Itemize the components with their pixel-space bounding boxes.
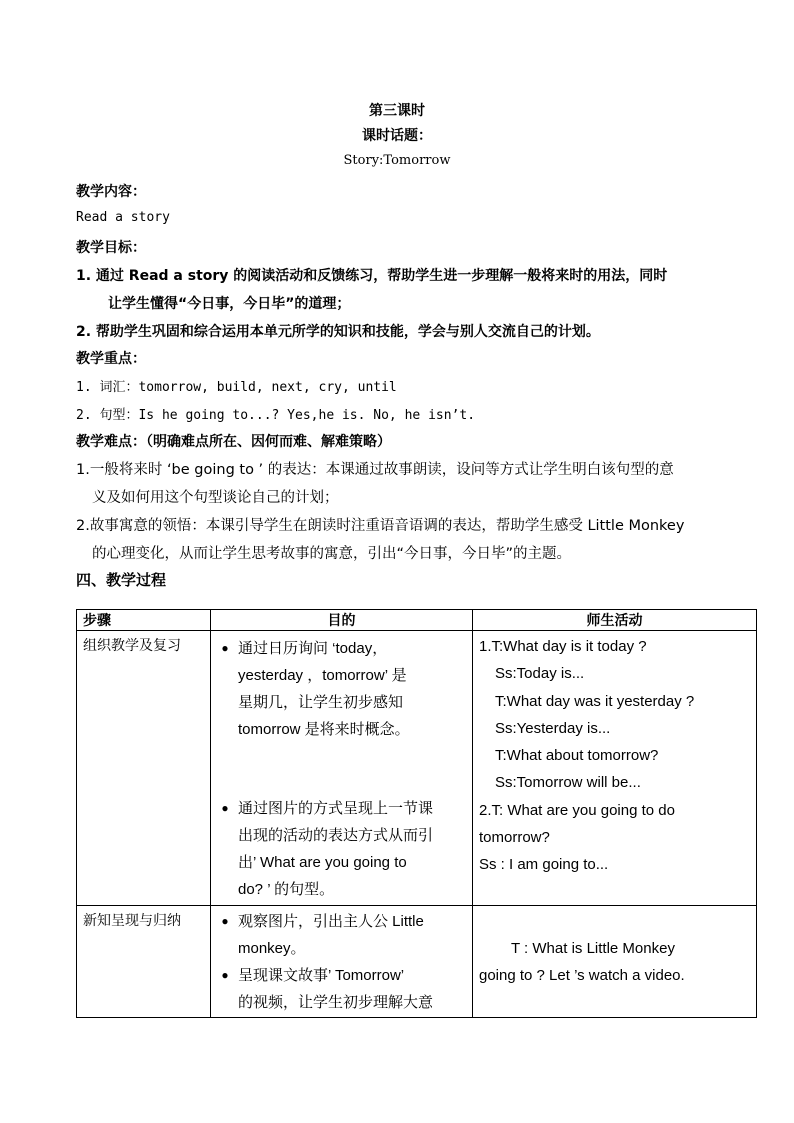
row1-purpose [211,631,473,906]
column-header-activity: 师生活动 [473,610,757,631]
keypoint-1: 1. 词汇：tomorrow, build, next, cry, until [76,380,397,395]
lesson-title: 第三课时 [369,103,425,119]
process-heading: 四、教学过程 [76,571,167,589]
goal-1-line2: 让学生懂得“今日事，今日毕”的道理； [108,296,351,312]
row2-step: 新知呈现与归纳 [77,906,211,1018]
goals-heading: 教学目标： [76,240,146,256]
purpose-text: 的视频，让学生初步理解大意 [238,994,434,1011]
bullet-item [212,795,471,903]
bullet-icon: ● [221,914,229,928]
activity-line: 2.T: What are you going to do [479,801,675,819]
bullet-item [212,908,471,962]
story-title: Story:Tomorrow [343,153,451,168]
row2-activity [473,906,757,1018]
activity-line: T:What day was it yesterday ? [495,692,695,710]
content-text: Read a story [76,210,170,225]
table-row [77,906,757,1018]
purpose-text: tomorrow 是将来时概念。 [238,721,410,738]
activity-line: T:What about tomorrow? [495,747,659,765]
process-table [76,609,757,1018]
keypoint-2: 2. 句型：Is he going to...? Yes,he is. No, he isn’t. [76,408,476,423]
topic-label: 课时话题： [362,128,432,144]
purpose-text: 观察图片，引出主人公 Little [238,913,424,930]
activity-line: 1.T:What day is it today ? [479,638,647,655]
purpose-text: 出现的活动的表达方式从而引 [238,827,434,844]
goal-1-line1: 1. 通过 Read a story 的阅读活动和反馈练习，帮助学生进一步理解一般将来时的用法，同时 [76,268,668,284]
difficulties-heading: 教学难点：（明确难点所在、因何而难、解难策略） [76,434,391,450]
purpose-text: 呈现课文故事’ Tomorrow’ [238,967,405,984]
column-header-purpose: 目的 [211,610,473,631]
difficulty-2-line1: 2.故事寓意的领悟：本课引导学生在朗读时注重语音语调的表达，帮助学生感受 Little Monkey [76,518,685,534]
bullet-item [212,635,471,743]
purpose-text: 通过日历询问 ‘today， [238,640,388,657]
activity-line: Ss:Today is... [495,665,585,683]
goal-2: 2. 帮助学生巩固和综合运用本单元所学的知识和技能，学会与别人交流自己的计划。 [76,324,600,340]
activity-line: Ss : I am going to... [479,856,609,874]
activity-line: Ss:Yesterday is... [495,719,611,737]
difficulty-1-line2: 义及如何用这个句型谈论自己的计划； [92,490,339,506]
table-row [77,631,757,906]
row2-purpose [211,906,473,1018]
activity-line: T : What is Little Monkey [511,940,675,957]
activity-line: tomorrow? [479,829,550,847]
table-header-row [77,610,757,631]
difficulty-1-line1: 1.一般将来时 ‘be going to ’ 的表达：本课通过故事朗读，设问等方式让学生明白该句型的意 [76,462,674,478]
row1-step: 组织教学及复习 [77,631,211,906]
bullet-icon: ● [221,801,229,815]
keypoints-heading: 教学重点： [76,351,146,367]
activity-line: Ss:Tomorrow will be... [495,774,641,792]
purpose-text: yesterday ，tomorrow’ 是 [238,667,407,684]
bullet-item [212,962,471,1016]
difficulty-2-line2: 的心理变化，从而让学生思考故事的寓意，引出“今日事，今日毕”的主题。 [92,546,572,562]
row1-activity [473,631,757,906]
bullet-icon: ● [221,641,229,655]
column-header-step: 步骤 [77,610,211,631]
bullet-icon: ● [221,968,229,982]
purpose-text: 星期几，让学生初步感知 [238,694,404,711]
content-heading: 教学内容： [76,184,146,200]
activity-line: going to ? Let ’s watch a video. [479,967,685,985]
purpose-text: 出’ What are you going to [238,854,407,871]
purpose-text: monkey。 [238,940,306,957]
purpose-text: 通过图片的方式呈现上一节课 [238,800,434,817]
purpose-text: do? ’ 的句型。 [238,881,335,898]
